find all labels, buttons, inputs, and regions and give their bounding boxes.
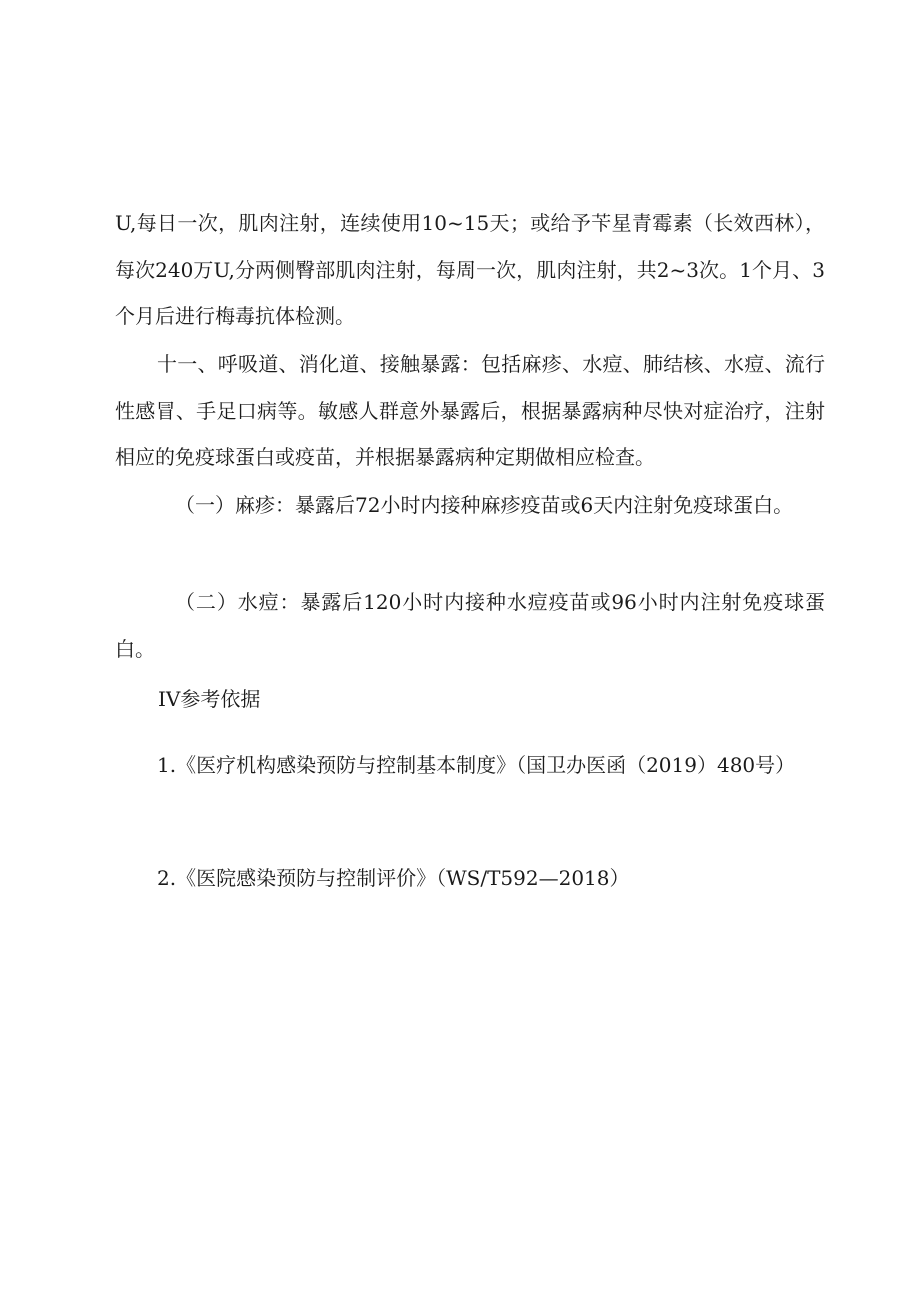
paragraph-measles: （一）麻疹：暴露后72小时内接种麻疹疫苗或6天内注射免疫球蛋白。: [175, 493, 794, 517]
reference-item-1: 1.《医疗机构感染预防与控制基本制度》（国卫办医函（2019）480号）: [157, 753, 796, 777]
paragraph-varicella: （二）水痘：暴露后120小时内接种水痘疫苗或96小时内注射免疫球蛋白。: [115, 590, 825, 661]
paragraph-respiratory-exposure: 十一、呼吸道、消化道、接触暴露：包括麻疹、水痘、肺结核、水痘、流行性感冒、手足口病等。敏感人群意外暴露后，根据暴露病种尽快对症治疗，注射相应的免疫球蛋白或疫苗，并根据暴露病种定期做相应检查。: [115, 352, 825, 469]
reference-item-2: 2.《医院感染预防与控制评价》（WS/T592—2018）: [157, 866, 630, 890]
paragraph-syphilis-treatment: U,每日一次，肌肉注射，连续使用10~15天；或给予苄星青霉素（长效西林），每次240万U,分两侧臀部肌肉注射，每周一次，肌肉注射，共2~3次。1个月、3个月后进行梅毒抗体检测。: [115, 211, 825, 328]
references-heading: IV参考依据: [158, 687, 261, 711]
